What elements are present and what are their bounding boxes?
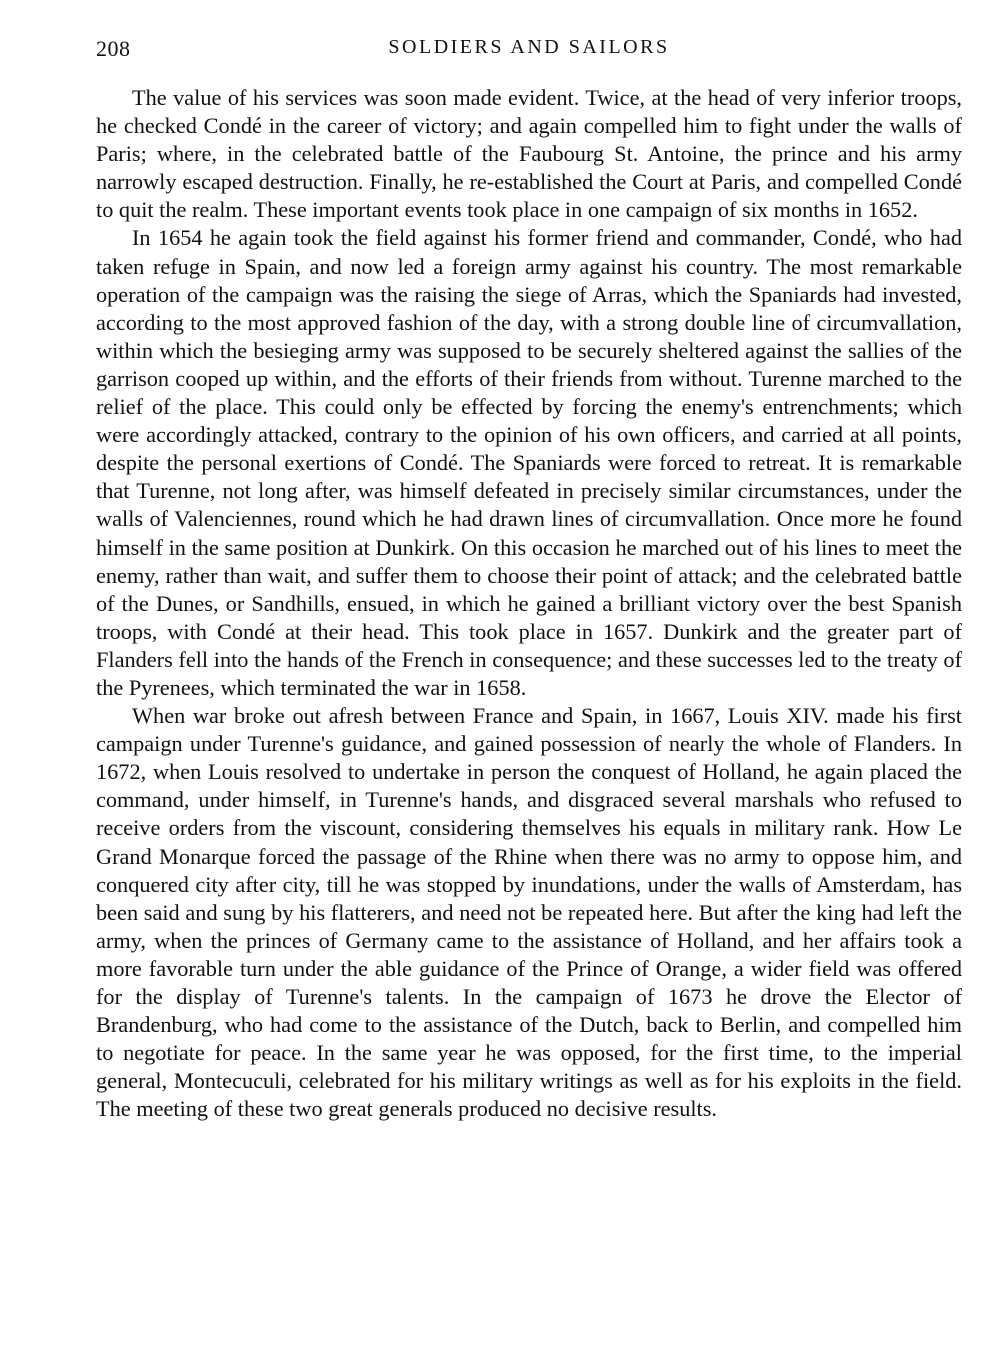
paragraph-2: In 1654 he again took the field against his former friend and commander, Condé, who had taken refuge in Spain, and now led a foreign army against his country. The most remarkable operation of the campaign was the raising the siege of Arras, which the Spaniards had invested, according to the most approved fashion of the day, with a strong double line of circumvallation, within which the besieging army was supposed to be securely sheltered against the sallies of the garrison cooped up within, and the efforts of their friends from without. Turenne marched to the relief of the place. This could only be effected by forcing the enemy's entrenchments; which were accordingly attacked, contrary to the opinion of his own officers, and carried at all points, despite the personal exertions of Condé. The Spaniards were forced to retreat. It is remarkable that Turenne, not long after, was himself defeated in precisely similar circumstances, under the walls of Valenciennes, round which he had drawn lines of circumvallation. Once more he found himself in the same position at Dunkirk. On this occasion he marched out of his lines to meet the enemy, rather than wait, and suffer them to choose their point of attack; and the celebrated battle of the Dunes, or Sandhills, ensued, in which he gained a brilliant victory over the best Spanish troops, with Condé at their head. This took place in 1657. Dunkirk and the greater part of Flanders fell into the hands of the French in consequence; and these successes led to the treaty of the Pyrenees, which terminated the war in 1658. — [96, 225, 962, 700]
paragraph-1: The value of his services was soon made evident. Twice, at the head of very inferior troops, he checked Condé in the career of victory; and again compelled him to fight under the walls of Paris; where, in the celebrated battle of the Faubourg St. Antoine, the prince and his army narrowly escaped destruction. Finally, he re-established the Court at Paris, and compelled Condé to quit the realm. These important events took place in one campaign of six months in 1652. — [96, 85, 962, 223]
running-header — [96, 36, 962, 66]
paragraph-3: When war broke out afresh between France and Spain, in 1667, Louis XIV. made his first campaign under Turenne's guidance, and gained possession of nearly the whole of Flanders. In 1672, when Louis resolved to undertake in person the conquest of Holland, he again placed the command, under himself, in Turenne's hands, and disgraced several marshals who refused to receive orders from the viscount, considering themselves his equals in military rank. How Le Grand Monarque forced the passage of the Rhine when there was no army to oppose him, and conquered city after city, till he was stopped by inundations, under the walls of Amsterdam, has been said and sung by his flatterers, and need not be repeated here. But after the king had left the army, when the princes of Germany came to the assistance of Holland, and her affairs took a more favorable turn under the able guidance of the Prince of Orange, a wider field was offered for the display of Turenne's talents. In the campaign of 1673 he drove the Elector of Brandenburg, who had come to the assistance of the Dutch, back to Berlin, and compelled him to negotiate for peace. In the same year he was opposed, for the first time, to the imperial general, Montecuculi, celebrated for his military writings as well as for his exploits in the field. The meeting of these two great generals produced no decisive results. — [96, 703, 962, 1122]
running-title: SOLDIERS AND SAILORS — [388, 36, 670, 58]
body-text — [96, 84, 962, 1123]
page-number: 208 — [96, 36, 131, 61]
